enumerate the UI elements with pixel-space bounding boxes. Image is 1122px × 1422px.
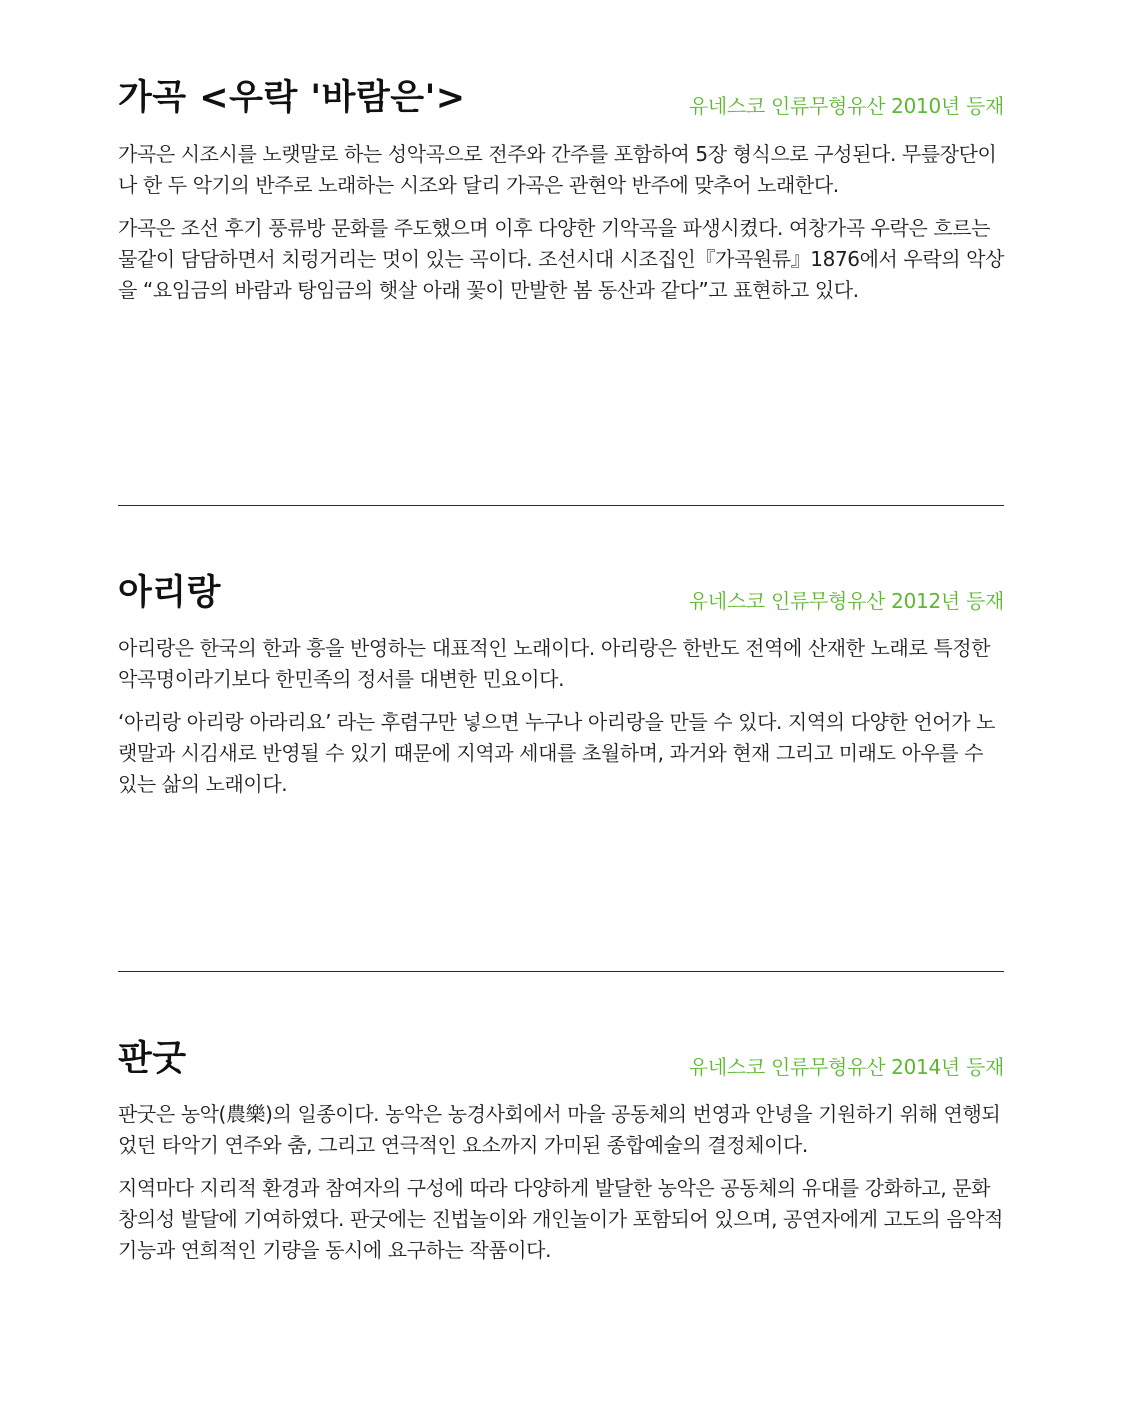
section-paragraph: 가곡은 시조시를 노랫말로 하는 성악곡으로 전주와 간주를 포함하여 5장 형식으로 구성된다. 무릎장단이나 한 두 악기의 반주로 노래하는 시조와 달리 가곡은 관현악 반주에 맞추어 노래한다. (118, 142, 997, 197)
section-title: 가곡 <우락 '바람은'> (118, 78, 466, 118)
section-paragraph: 가곡은 조선 후기 풍류방 문화를 주도했으며 이후 다양한 기악곡을 파생시켰다. 여창가곡 우락은 흐르는 물같이 담담하면서 치렁거리는 멋이 있는 곡이다. 조선시대 시조집인『가곡원류』1876에서 우락의 악상을 “요임금의 바람과 탕임금의 햇살 아래 꽃이 만발한 봄 동산과 같다”고 표현하고 있다. (118, 216, 1004, 302)
section-divider (118, 505, 1004, 506)
section-pangut (118, 1029, 1004, 1266)
unesco-badge: 유네스코 인류무형유산 2014년 등재 (688, 1055, 1004, 1079)
section-divider (118, 971, 1004, 972)
section-paragraph: 아리랑은 한국의 한과 흥을 반영하는 대표적인 노래이다. 아리랑은 한반도 전역에 산재한 노래로 특정한 악곡명이라기보다 한민족의 정서를 대변한 민요이다. (118, 636, 991, 691)
section-paragraph: 지역마다 지리적 환경과 참여자의 구성에 따라 다양하게 발달한 농악은 공동체의 유대를 강화하고, 문화 창의성 발달에 기여하였다. 판굿에는 진법놀이와 개인놀이가 포함되어 있으며, 공연자에게 고도의 음악적 기능과 연희적인 기량을 동시에 요구하는 작품이다. (118, 1176, 1004, 1262)
section-title: 아리랑 (118, 573, 221, 613)
section-paragraph: ‘아리랑 아리랑 아라리요’ 라는 후렴구만 넣으면 누구나 아리랑을 만들 수 있다. 지역의 다양한 언어가 노랫말과 시김새로 반영될 수 있기 때문에 지역과 세대를 초월하며, 과거와 현재 그리고 미래도 아우를 수 있는 삶의 노래이다. (118, 710, 995, 796)
section-paragraph: 판굿은 농악(農樂)의 일종이다. 농악은 농경사회에서 마을 공동체의 번영과 안녕을 기원하기 위해 연행되었던 타악기 연주와 춤, 그리고 연극적인 요소까지 가미된 종합예술의 결정체이다. (118, 1102, 1001, 1157)
unesco-badge: 유네스코 인류무형유산 2010년 등재 (688, 94, 1004, 118)
section-arirang (118, 563, 1004, 800)
unesco-badge: 유네스코 인류무형유산 2012년 등재 (688, 589, 1004, 613)
section-header (118, 563, 1004, 623)
section-header (118, 1029, 1004, 1089)
section-gagok (118, 68, 1004, 306)
section-header (118, 68, 1004, 128)
section-title: 판굿 (118, 1039, 187, 1079)
